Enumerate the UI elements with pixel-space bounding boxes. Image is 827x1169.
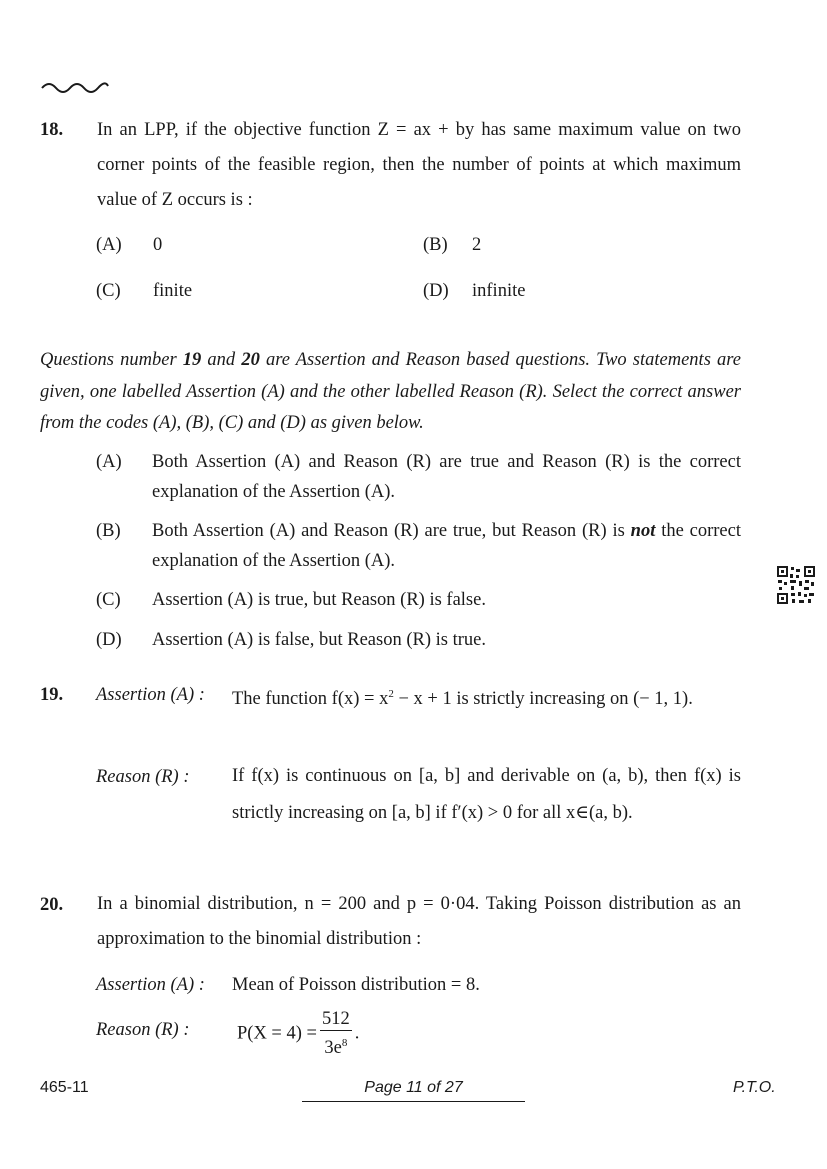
code-d-text: Assertion (A) is false, but Reason (R) is true. — [152, 630, 486, 650]
instructions-and: and — [201, 350, 242, 370]
paper-code: 465-11 — [40, 1079, 89, 1096]
code-b-letter: (B) — [96, 521, 121, 541]
q19-assertion-exponent: 2 — [388, 688, 394, 700]
q20-assertion-label: Assertion (A) : — [96, 975, 205, 995]
page-number-underline — [302, 1101, 525, 1102]
wave-decoration — [40, 78, 110, 96]
instructions-part1: Questions number — [40, 350, 183, 370]
q18-option-c-text: finite — [153, 281, 193, 301]
code-b-emphasis: not — [630, 521, 656, 541]
q19-assertion-post: − x + 1 is strictly increasing on (− 1, 1). — [393, 689, 693, 710]
q19-reason-label: Reason (R) : — [96, 767, 190, 787]
q20-assertion-text: Mean of Poisson distribution = 8. — [232, 975, 480, 995]
code-b-text — [152, 516, 741, 576]
code-b-text-pre: Both Assertion (A) and Reason (R) are true, but Reason (R) is — [152, 521, 631, 541]
q18-option-d-letter: (D) — [423, 281, 449, 301]
instructions-number-19: 19 — [182, 350, 202, 370]
q19-assertion-text — [232, 676, 741, 718]
code-a-text: Both Assertion (A) and Reason (R) are true and Reason (R) is the correct explanation of the Assertion (A). — [152, 452, 741, 502]
code-b-text-post: the correct explanation of the Assertion (A). — [152, 521, 741, 571]
q20-reason-label: Reason (R) : — [96, 1020, 190, 1040]
please-turn-over: P.T.O. — [733, 1079, 776, 1096]
q20-reason-formula — [237, 1008, 359, 1060]
question-18-text: In an LPP, if the objective function Z = ax + by has same maximum value on two corner points of the feasible region, then the number of points at which maximum value of Z occurs is : — [97, 120, 741, 210]
code-d-letter: (D) — [96, 630, 122, 650]
question-number-20: 20. — [40, 895, 64, 915]
code-c-letter: (C) — [96, 590, 121, 610]
q19-reason-text: If f(x) is continuous on [a, b] and derivable on (a, b), then f(x) is strictly increasing on [a, b] if f′(x) > 0 for all x∈(a, b). — [232, 766, 741, 823]
q20-fraction-denominator — [320, 1031, 352, 1060]
page-number: Page 11 of 27 — [364, 1079, 463, 1096]
question-number-18: 18. — [40, 120, 64, 140]
question-number-19: 19. — [40, 685, 64, 705]
q19-assertion-label: Assertion (A) : — [96, 685, 205, 705]
q18-option-d-text: infinite — [472, 281, 526, 301]
qr-code-icon — [776, 565, 816, 605]
q20-reason-lhs: P(X = 4) = — [237, 1023, 317, 1044]
code-a-letter: (A) — [96, 452, 122, 472]
assertion-reason-instructions — [40, 345, 741, 440]
code-c-text: Assertion (A) is true, but Reason (R) is false. — [152, 590, 486, 610]
instructions-part2: are Assertion and Reason based questions. Two statements are given, one labelled Assertion (A) and the other labelled Reason (R). Select the correct answer from the codes (A), (B), (C) and (D) as given below. — [40, 350, 741, 433]
question-20-text: In a binomial distribution, n = 200 and p = 0·04. Taking Poisson distribution as an approximation to the binomial distribution : — [97, 894, 741, 949]
q18-option-c-letter: (C) — [96, 281, 121, 301]
q20-denominator-exponent: 8 — [341, 1037, 348, 1049]
q18-option-a-letter: (A) — [96, 235, 122, 255]
q19-assertion-pre: The function f(x) = x — [232, 689, 389, 710]
q18-option-b-text: 2 — [472, 235, 482, 255]
q20-fraction-numerator: 512 — [321, 1009, 350, 1029]
q18-option-a-text: 0 — [153, 235, 163, 255]
q18-option-b-letter: (B) — [423, 235, 448, 255]
q20-reason-tail: . — [354, 1023, 360, 1044]
q20-denominator-base: 3e — [324, 1038, 342, 1059]
instructions-number-20: 20 — [241, 350, 260, 370]
q20-fraction — [320, 1008, 352, 1060]
